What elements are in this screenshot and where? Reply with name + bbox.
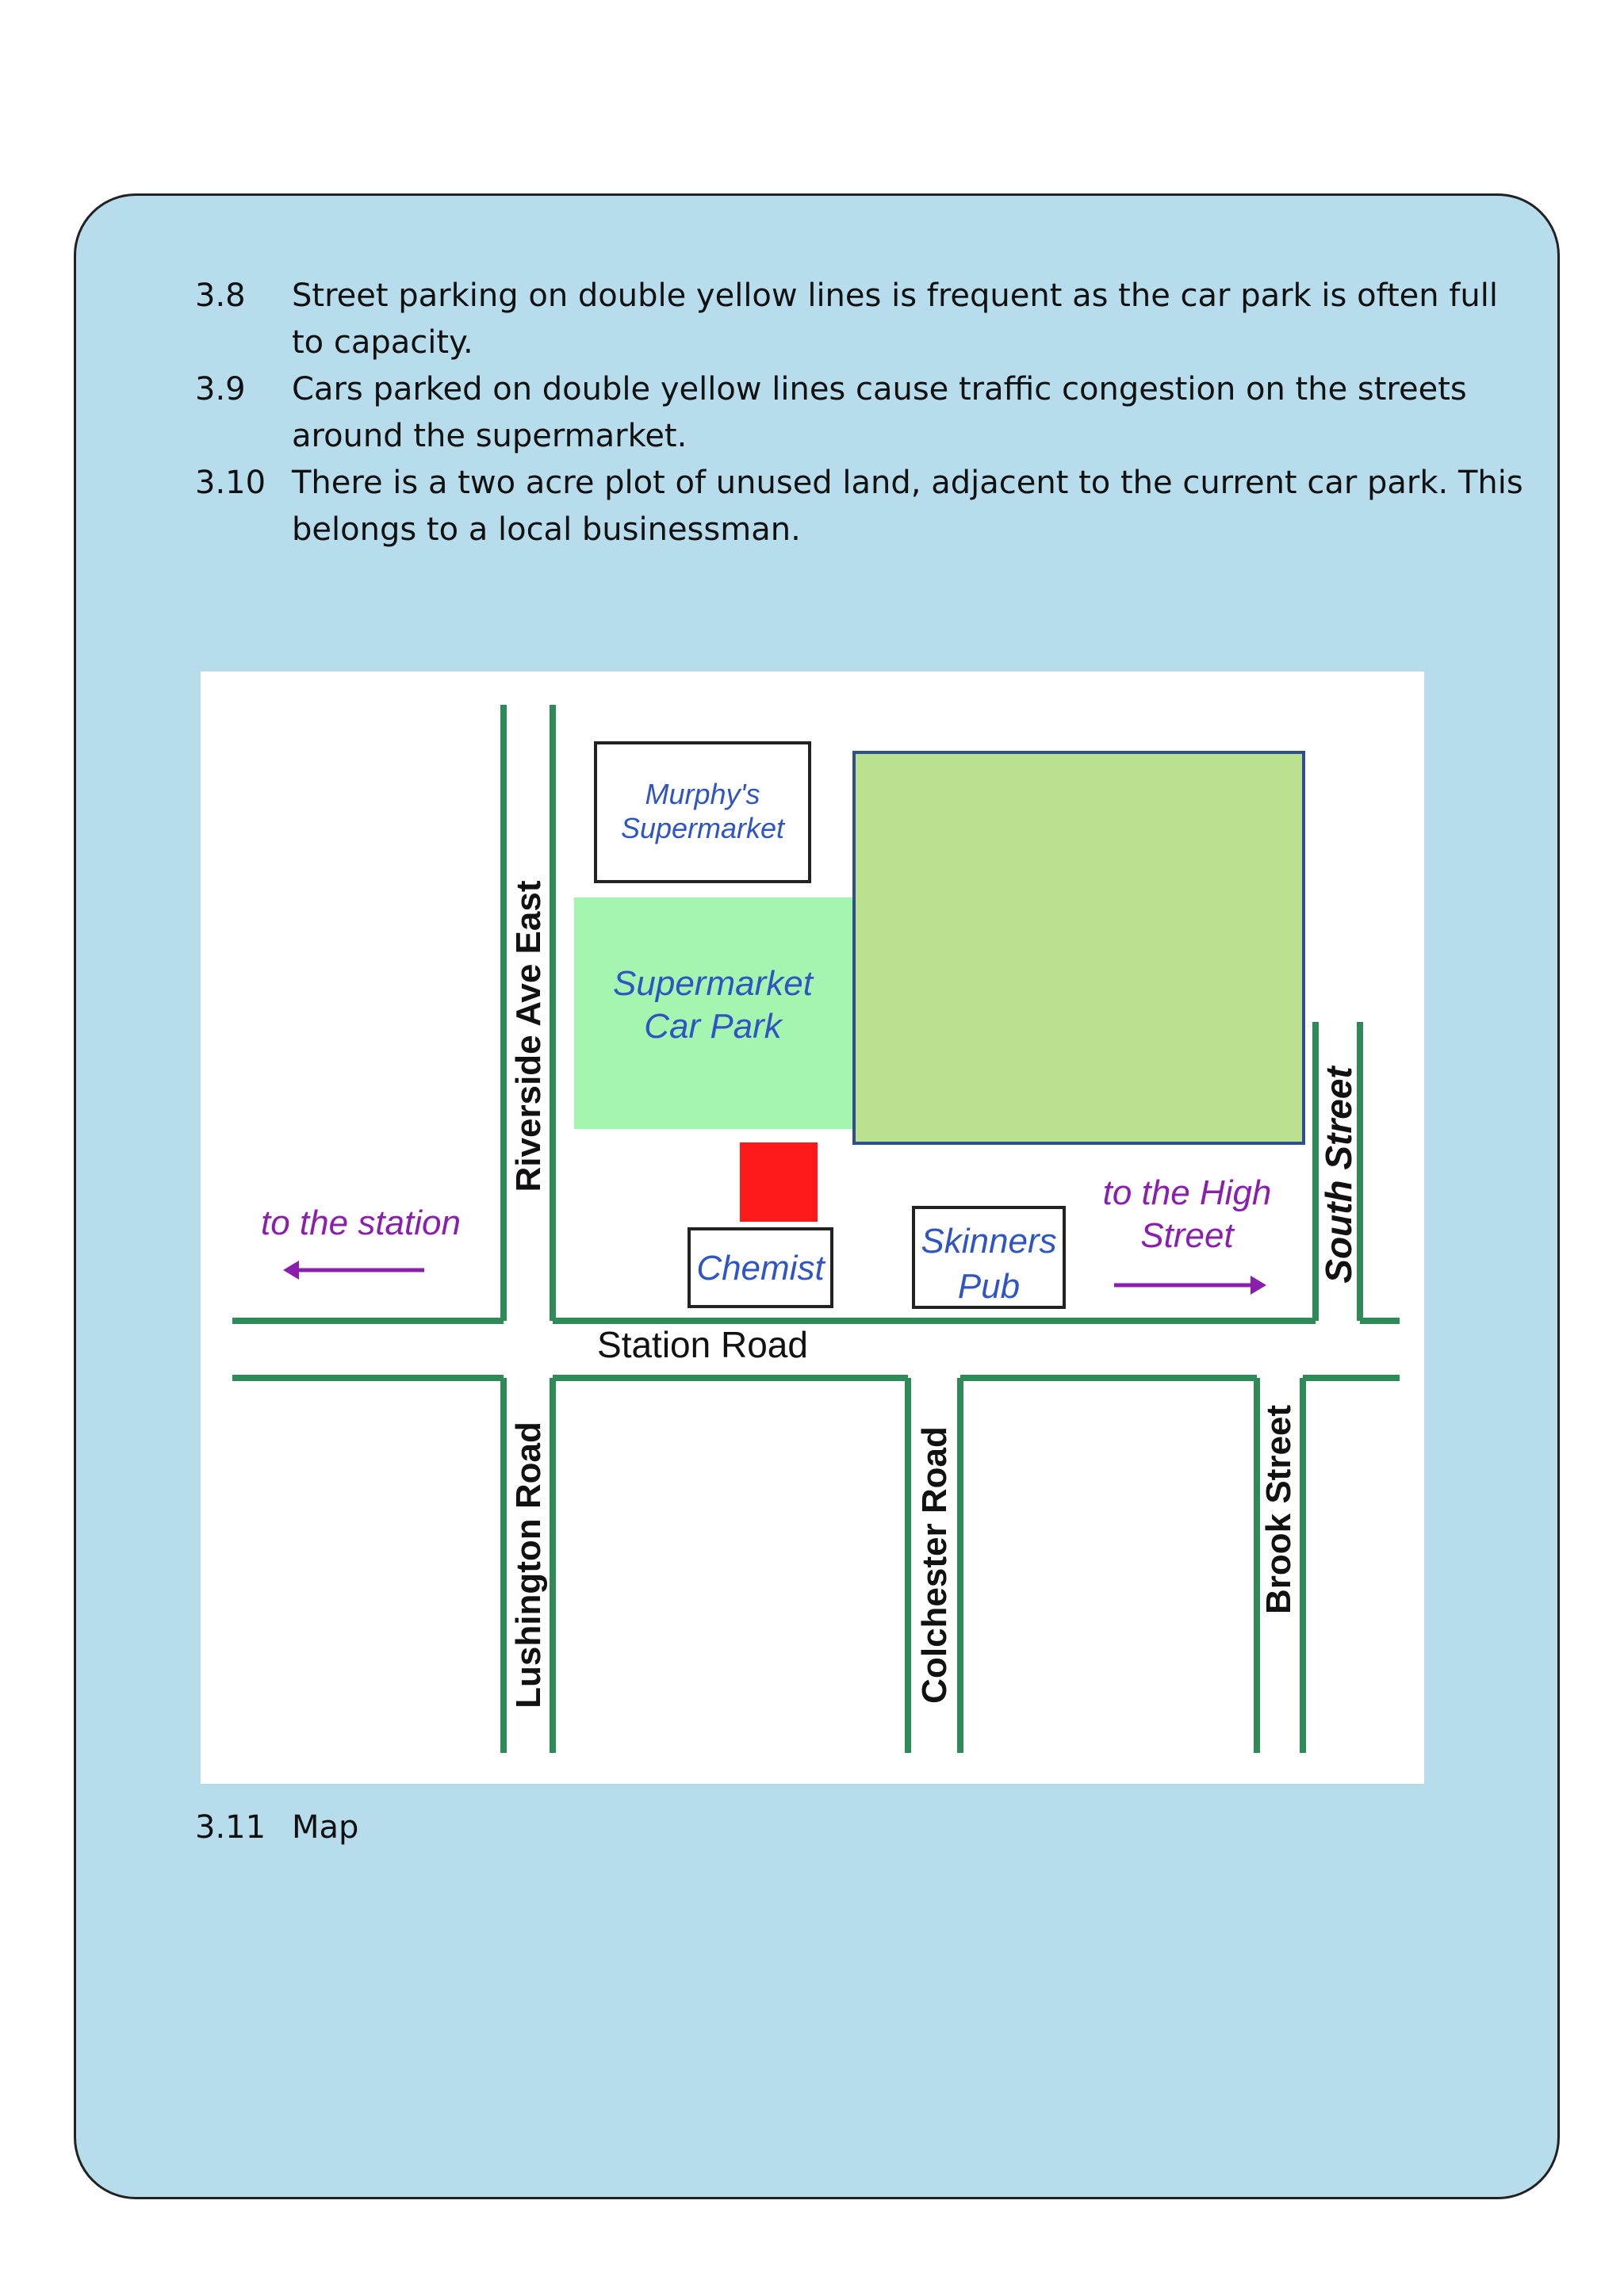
paragraph-number: 3.8 bbox=[195, 277, 246, 314]
pub-label-line1: Skinners bbox=[921, 1222, 1057, 1261]
south-street-label: South Street bbox=[1318, 1066, 1359, 1284]
pub-label-line2: Pub bbox=[957, 1267, 1021, 1306]
supermarket-label-line2: Supermarket bbox=[620, 812, 785, 844]
red-marker bbox=[740, 1142, 818, 1222]
paragraph-number: 3.11 bbox=[195, 1809, 266, 1846]
unused-land-plot bbox=[854, 752, 1304, 1143]
car-park-label-line1: Supermarket bbox=[613, 964, 813, 1003]
riverside-road-label: Riverside Ave East bbox=[509, 880, 548, 1192]
station-road-label: Station Road bbox=[597, 1324, 808, 1365]
paragraph-number: 3.9 bbox=[195, 371, 246, 408]
lushington-road-label: Lushington Road bbox=[509, 1422, 548, 1709]
map-svg bbox=[201, 672, 1424, 1784]
left-arrow-icon bbox=[283, 1261, 424, 1280]
paragraph-text: Cars parked on double yellow lines cause traffic congestion on the streets around the supermarket. bbox=[292, 371, 1467, 454]
to-station-label: to the station bbox=[261, 1203, 461, 1242]
supermarket-label-line1: Murphy's bbox=[645, 778, 760, 810]
right-arrow-icon bbox=[1114, 1276, 1266, 1295]
chemist-label: Chemist bbox=[696, 1249, 825, 1288]
paragraph-text: Street parking on double yellow lines is frequent as the car park is often full to capacity. bbox=[292, 277, 1498, 361]
brook-street-label: Brook Street bbox=[1259, 1404, 1298, 1615]
colchester-road-label: Colchester Road bbox=[915, 1426, 954, 1704]
map-figure bbox=[201, 672, 1424, 1784]
paragraph-text: There is a two acre plot of unused land, adjacent to the current car park. This belongs to a local businessman. bbox=[292, 465, 1523, 548]
to-high-street-label-line1: to the High bbox=[1102, 1173, 1272, 1212]
to-high-street-label-line2: Street bbox=[1140, 1216, 1234, 1255]
map-caption: Map bbox=[292, 1809, 359, 1846]
car-park-label-line2: Car Park bbox=[644, 1007, 782, 1046]
paragraph-number: 3.10 bbox=[195, 465, 266, 501]
